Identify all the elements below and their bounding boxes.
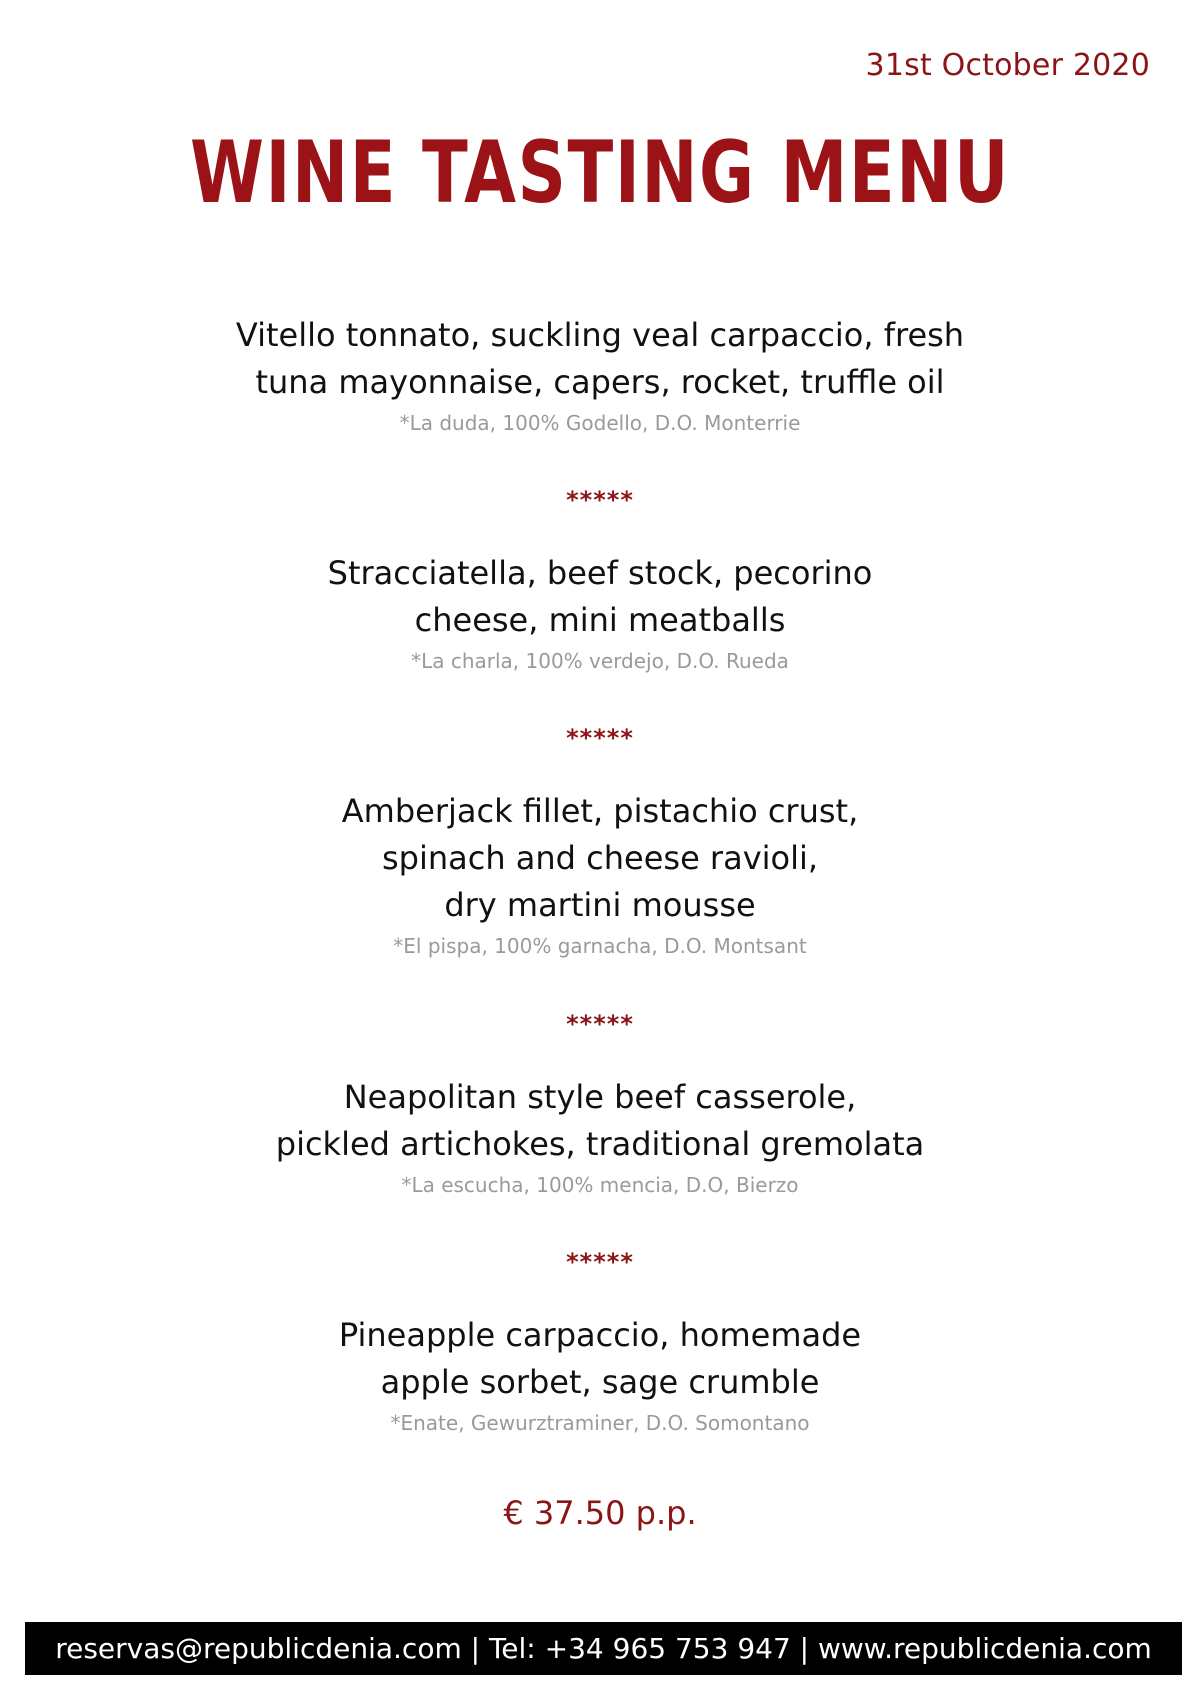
dish-line: Amberjack fillet, pistachio crust, xyxy=(341,792,859,830)
course-separator: ***** xyxy=(566,1010,634,1038)
menu-title: WINE TASTING MENU xyxy=(189,123,1011,223)
dish-line: pickled artichokes, traditional gremolata xyxy=(275,1125,925,1163)
dish-line: spinach and cheese ravioli, xyxy=(381,839,819,877)
course-2 xyxy=(0,550,1200,676)
menu-date: 31st October 2020 xyxy=(865,48,1150,83)
dish-line: Stracciatella, beef stock, pecorino xyxy=(327,554,873,592)
menu-price: € 37.50 p.p. xyxy=(503,1494,697,1532)
wine-pairing: *La escucha, 100% mencia, D.O, Bierzo xyxy=(401,1173,799,1197)
course-5 xyxy=(0,1312,1200,1438)
dish-line: apple sorbet, sage crumble xyxy=(380,1363,820,1401)
dish-line: cheese, mini meatballs xyxy=(414,601,786,639)
dish-line: Neapolitan style beef casserole, xyxy=(343,1078,857,1116)
course-1 xyxy=(0,312,1200,438)
contact-footer: reservas@republicdenia.com | Tel: +34 965 753 947 | www.republicdenia.com xyxy=(25,1622,1182,1675)
dish-name xyxy=(0,788,1200,929)
dish-name xyxy=(0,1312,1200,1406)
dish-name xyxy=(0,550,1200,644)
wine-pairing: *La charla, 100% verdejo, D.O. Rueda xyxy=(411,649,789,673)
wine-pairing: *El pispa, 100% garnacha, D.O. Montsant xyxy=(393,934,807,958)
course-separator: ***** xyxy=(566,486,634,514)
dish-name xyxy=(0,1074,1200,1168)
course-3 xyxy=(0,788,1200,961)
wine-pairing: *La duda, 100% Godello, D.O. Monterrie xyxy=(399,411,801,435)
dish-line: Vitello tonnato, suckling veal carpaccio, fresh xyxy=(235,316,965,354)
course-separator: ***** xyxy=(566,724,634,752)
course-separator: ***** xyxy=(566,1248,634,1276)
dish-name xyxy=(0,312,1200,406)
dish-line: dry martini mousse xyxy=(444,886,756,924)
dish-line: tuna mayonnaise, capers, rocket, truffle oil xyxy=(255,363,945,401)
wine-pairing: *Enate, Gewurztraminer, D.O. Somontano xyxy=(390,1411,810,1435)
course-4 xyxy=(0,1074,1200,1200)
dish-line: Pineapple carpaccio, homemade xyxy=(338,1316,862,1354)
